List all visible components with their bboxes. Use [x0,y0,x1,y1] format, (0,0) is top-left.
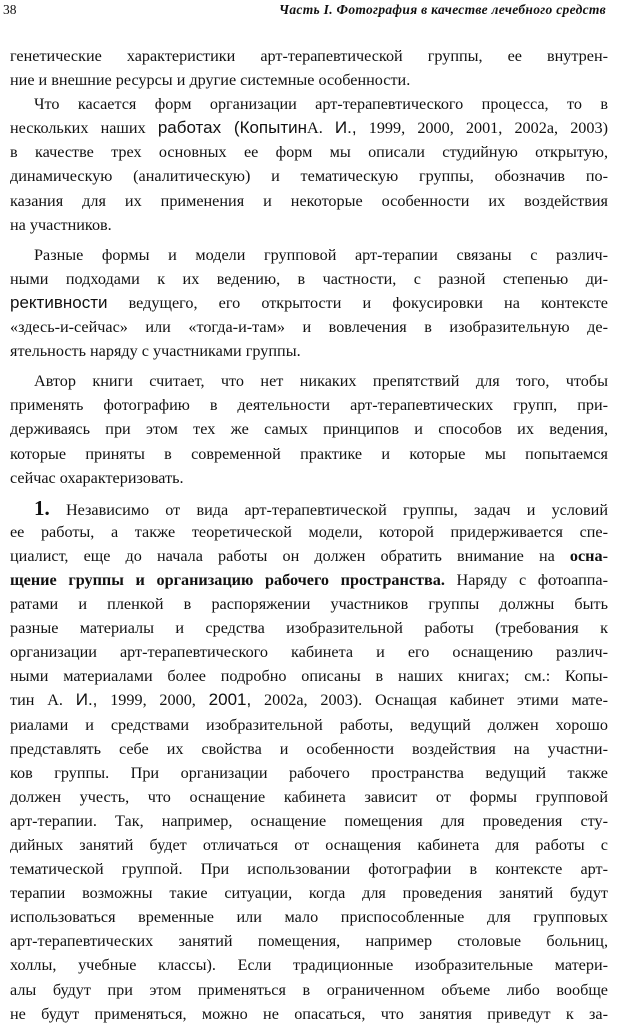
text-span: риалами и средствами изобразительной работы, ведущий должен хорошо [10,715,608,734]
text-span: щение группы и организацию рабочего пространства. [10,570,445,589]
text-span: Что касается форм организации арт-терапевтического процесса, то в [34,95,608,114]
text-span: И., [334,118,357,138]
text-line [10,291,608,315]
text-span: 1999, 2000, 2001, 2002а, 2003) [356,119,608,138]
text-span: дийных занятий будет отличаться от оснащения кабинета для работы с [10,836,608,854]
text-span: ков группы. При организации рабочего пространства ведущий также [10,763,608,782]
text-span: Независимо от вида арт-терапевтической группы, задач и условий [49,500,608,519]
text-line [10,881,608,905]
text-line [10,520,608,544]
text-span: рективности [10,292,108,312]
text-span: алы будут при этом применяться в ограниченном объеме либо вообще [10,980,608,999]
text-line [10,664,608,688]
text-span: нескольких наших [10,119,158,138]
text-line [10,640,608,664]
text-span: тематической группой. При использовании фотографии в контексте арт- [10,860,608,879]
text-span: ными подходами к их ведению, в частности, с разной степенью ди- [10,269,608,288]
text-span: казания для их применения и некоторые особенности их воздействия [10,191,608,210]
text-line [10,929,608,953]
text-span: тин А. [10,691,76,710]
text-line [10,785,608,809]
text-line [10,315,608,339]
text-span: 2001, [208,690,252,710]
text-line [10,1002,608,1026]
text-line [10,857,608,881]
text-line [10,369,608,393]
body-text [10,44,608,1026]
text-span: терапии возможны такие ситуации, когда для проведения занятий будут [10,884,608,903]
text-span: 1. [34,495,50,520]
text-span: разные материалы и средства изобразительной работы (требования к [10,619,608,638]
text-span: держиваясь при этом тех же самых принципов и способов их ведения, [10,420,608,439]
text-span: сейчас охарактеризовать. [10,468,184,487]
text-line [10,544,608,568]
text-span: представлять себе их свойства и особенности воздействия на участни- [10,739,608,758]
text-line [10,339,608,363]
text-line [10,140,608,164]
text-line [10,713,608,737]
text-span: Автор книги считает, что нет никаких препятствий для того, чтобы [34,372,608,391]
text-span: циалист, еще до начала работы он должен обратить внимание на [10,546,570,565]
text-line [10,116,608,140]
text-span: 1999, 2000, [97,691,209,710]
text-span: использоваться временные или мало приспособленные для групповых [10,908,608,927]
text-span: генетические характеристики арт-терапевтической группы, ее внутрен- [10,47,608,65]
text-line [10,189,608,213]
text-span: в качестве трех основных ее форм мы описали студийную открытую, [10,143,608,162]
text-span: должен учесть, что оснащение кабинета зависит от формы групповой [10,787,608,806]
text-span: ее работы, а также теоретической модели, которой придерживается спе- [10,522,608,541]
text-line [10,92,608,116]
text-span: И., [75,690,98,710]
text-span: применять фотографию в деятельности арт-терапевтических групп, при- [10,396,608,415]
text-line [10,243,608,267]
text-line [10,442,608,466]
text-span: ными материалами более подробно описаны в наших книгах; см.: Копы- [10,667,608,686]
text-line [10,737,608,761]
text-line [10,466,608,490]
text-line [10,68,608,92]
text-span: динамическую (аналитическую) и тематическую группы, обозначив по- [10,167,608,186]
text-line [10,905,608,929]
text-line [10,761,608,785]
running-title: Часть I. Фотография в качестве лечебного средств [278,2,606,17]
text-span: на участников. [10,215,112,234]
text-span: Разные формы и модели групповой арт-терапии связаны с различ- [34,245,608,264]
text-span: ние и внешние ресурсы и другие системные особенности. [10,71,411,90]
text-span: арт-терапевтических занятий помещения, например столовые больниц, [10,932,608,951]
text-line [10,496,608,520]
text-line [10,568,608,592]
text-line [10,688,608,712]
text-line [10,809,608,833]
text-span: Наряду с фотоаппа- [444,570,608,589]
text-span: работах (Копытин [157,118,308,138]
text-span: холлы, учебные классы). Если традиционные изобразительные матери- [10,956,608,975]
text-line [10,267,608,291]
text-span: осна- [569,546,608,565]
text-line [10,978,608,1002]
text-span: ратами и пленкой в распоряжении участников группы должны быть [10,595,608,614]
text-line [10,592,608,616]
text-span: арт-терапии. Так, например, оснащение помещения для проведения сту- [10,811,608,830]
text-span: ведущего, его открытости и фокусировки на контексте [107,293,608,312]
text-line [10,833,608,857]
text-line [10,44,608,68]
text-line [10,164,608,188]
text-line [10,417,608,441]
text-span: 2002а, 2003). Оснащая кабинет этими мате- [251,691,608,710]
text-line [10,953,608,977]
text-line [10,213,608,237]
text-span: «здесь-и-сейчас» или «тогда-и-там» и вовлечения в изобразительную де- [10,318,608,337]
text-span: которые приняты в современной практике и которые мы попытаемся [10,444,608,463]
text-span: организации арт-терапевтического кабинета и его оснащению различ- [10,643,608,662]
text-line [10,616,608,640]
text-span: ятельность наряду с участниками группы. [10,342,301,361]
text-line [10,393,608,417]
page-number: 38 [3,2,17,17]
text-span: не будут применяться, можно не опасаться, что занятия приведут к за- [10,1004,608,1023]
text-span: А. [307,119,335,138]
